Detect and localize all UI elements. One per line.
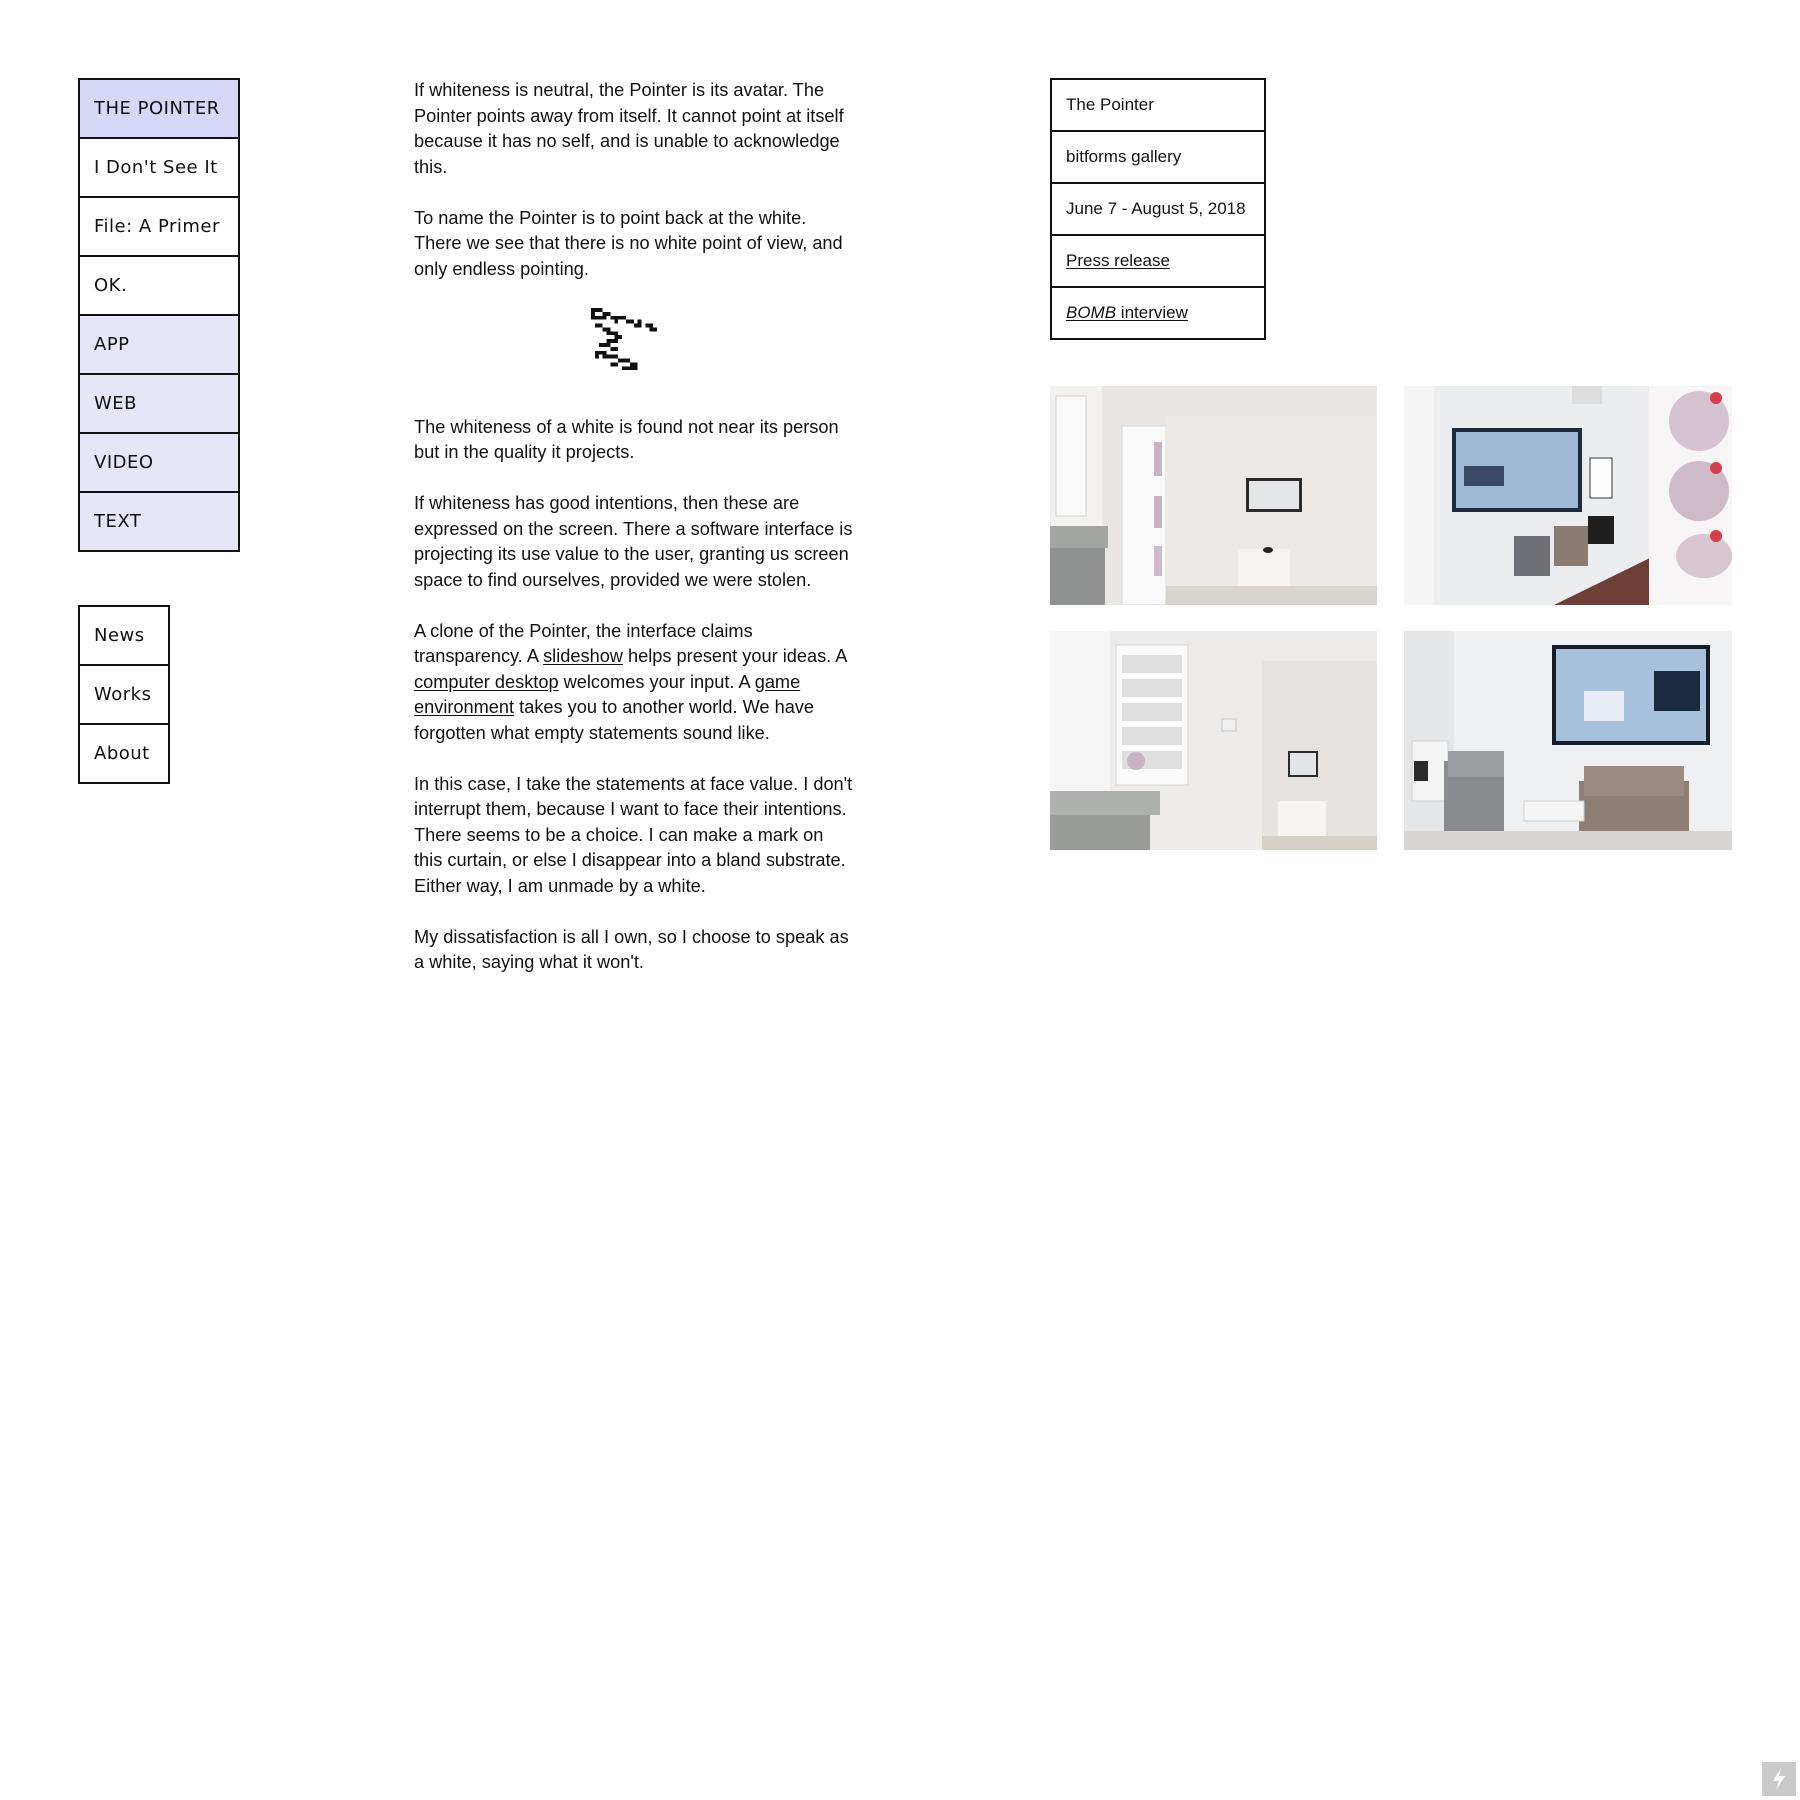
essay-text: A clone of the Pointer, the interface claims transparency. A <box>414 620 753 666</box>
game-environment-link[interactable]: game environment <box>414 671 801 717</box>
essay-paragraph-links <box>414 619 854 747</box>
gallery-photo[interactable] <box>1404 631 1732 850</box>
work-info-panel <box>1050 78 1266 340</box>
bomb-interview-row <box>1052 288 1264 338</box>
essay-text: takes you to another world. We have forgotten what empty statements sound like. <box>414 697 815 743</box>
secondary-nav <box>78 605 170 784</box>
nav-item-works[interactable]: Works <box>80 666 168 725</box>
nav-item-the-pointer[interactable]: THE POINTER <box>80 80 238 139</box>
bomb-interview-text: interview <box>1116 303 1188 322</box>
essay-text: helps present your ideas. A <box>622 646 847 666</box>
pixel-pointer-icon <box>590 308 662 378</box>
essay-paragraph: My dissatisfaction is all I own, so I choose to speak as a white, saying what it won't. <box>414 926 849 972</box>
gallery-photo[interactable] <box>1050 386 1377 605</box>
essay-paragraph: To name the Pointer is to point back at the white. There we see that there is no white point of view, and only endless pointing. <box>414 207 843 279</box>
computer-desktop-link[interactable]: computer desktop <box>414 671 559 692</box>
nav-item-i-dont-see-it[interactable]: I Don't See It <box>80 139 238 198</box>
bomb-italic: BOMB <box>1066 303 1117 322</box>
work-venue: bitforms gallery <box>1052 132 1264 184</box>
essay <box>414 78 854 1001</box>
essay-paragraph: In this case, I take the statements at face value. I don't interrupt them, because I want to face their intentions. There seems to be a choice. I can make a mark on this curtain, or else I disappear into a bland substrate. Either way, I am unmade by a white. <box>414 773 853 896</box>
nav-item-text[interactable]: TEXT <box>80 493 238 550</box>
press-release-row <box>1052 236 1264 288</box>
essay-paragraph: The whiteness of a white is found not near its person but in the quality it projects. <box>414 416 839 462</box>
essay-paragraph: If whiteness has good intentions, then these are expressed on the screen. There a software interface is projecting its use value to the user, granting us screen space to find ourselves, provided we were stolen. <box>414 493 853 590</box>
nav-item-web[interactable]: WEB <box>80 375 238 434</box>
press-release-link[interactable]: Press release <box>1066 251 1170 270</box>
gallery-photo[interactable] <box>1404 386 1732 605</box>
nav-item-file-a-primer[interactable]: File: A Primer <box>80 198 238 257</box>
nav-item-about[interactable]: About <box>94 743 150 764</box>
lightning-icon[interactable] <box>1762 1762 1796 1796</box>
gallery-photo[interactable] <box>1050 631 1377 850</box>
work-dates: June 7 - August 5, 2018 <box>1052 184 1264 236</box>
bomb-interview-link[interactable] <box>1066 303 1188 322</box>
essay-text: welcomes your input. A <box>558 671 755 692</box>
nav-item-news[interactable]: News <box>80 607 168 666</box>
nav-item-app[interactable]: APP <box>80 316 238 375</box>
slideshow-link[interactable]: slideshow <box>543 646 623 666</box>
nav-item-ok[interactable]: OK. <box>80 257 238 316</box>
nav-item-video[interactable]: VIDEO <box>80 434 238 493</box>
work-title: The Pointer <box>1052 80 1264 132</box>
essay-paragraph: If whiteness is neutral, the Pointer is its avatar. The Pointer points away from itself. It cannot point at itself because it has no self, and is unable to acknowledge this. <box>414 80 844 177</box>
primary-nav <box>78 78 240 552</box>
